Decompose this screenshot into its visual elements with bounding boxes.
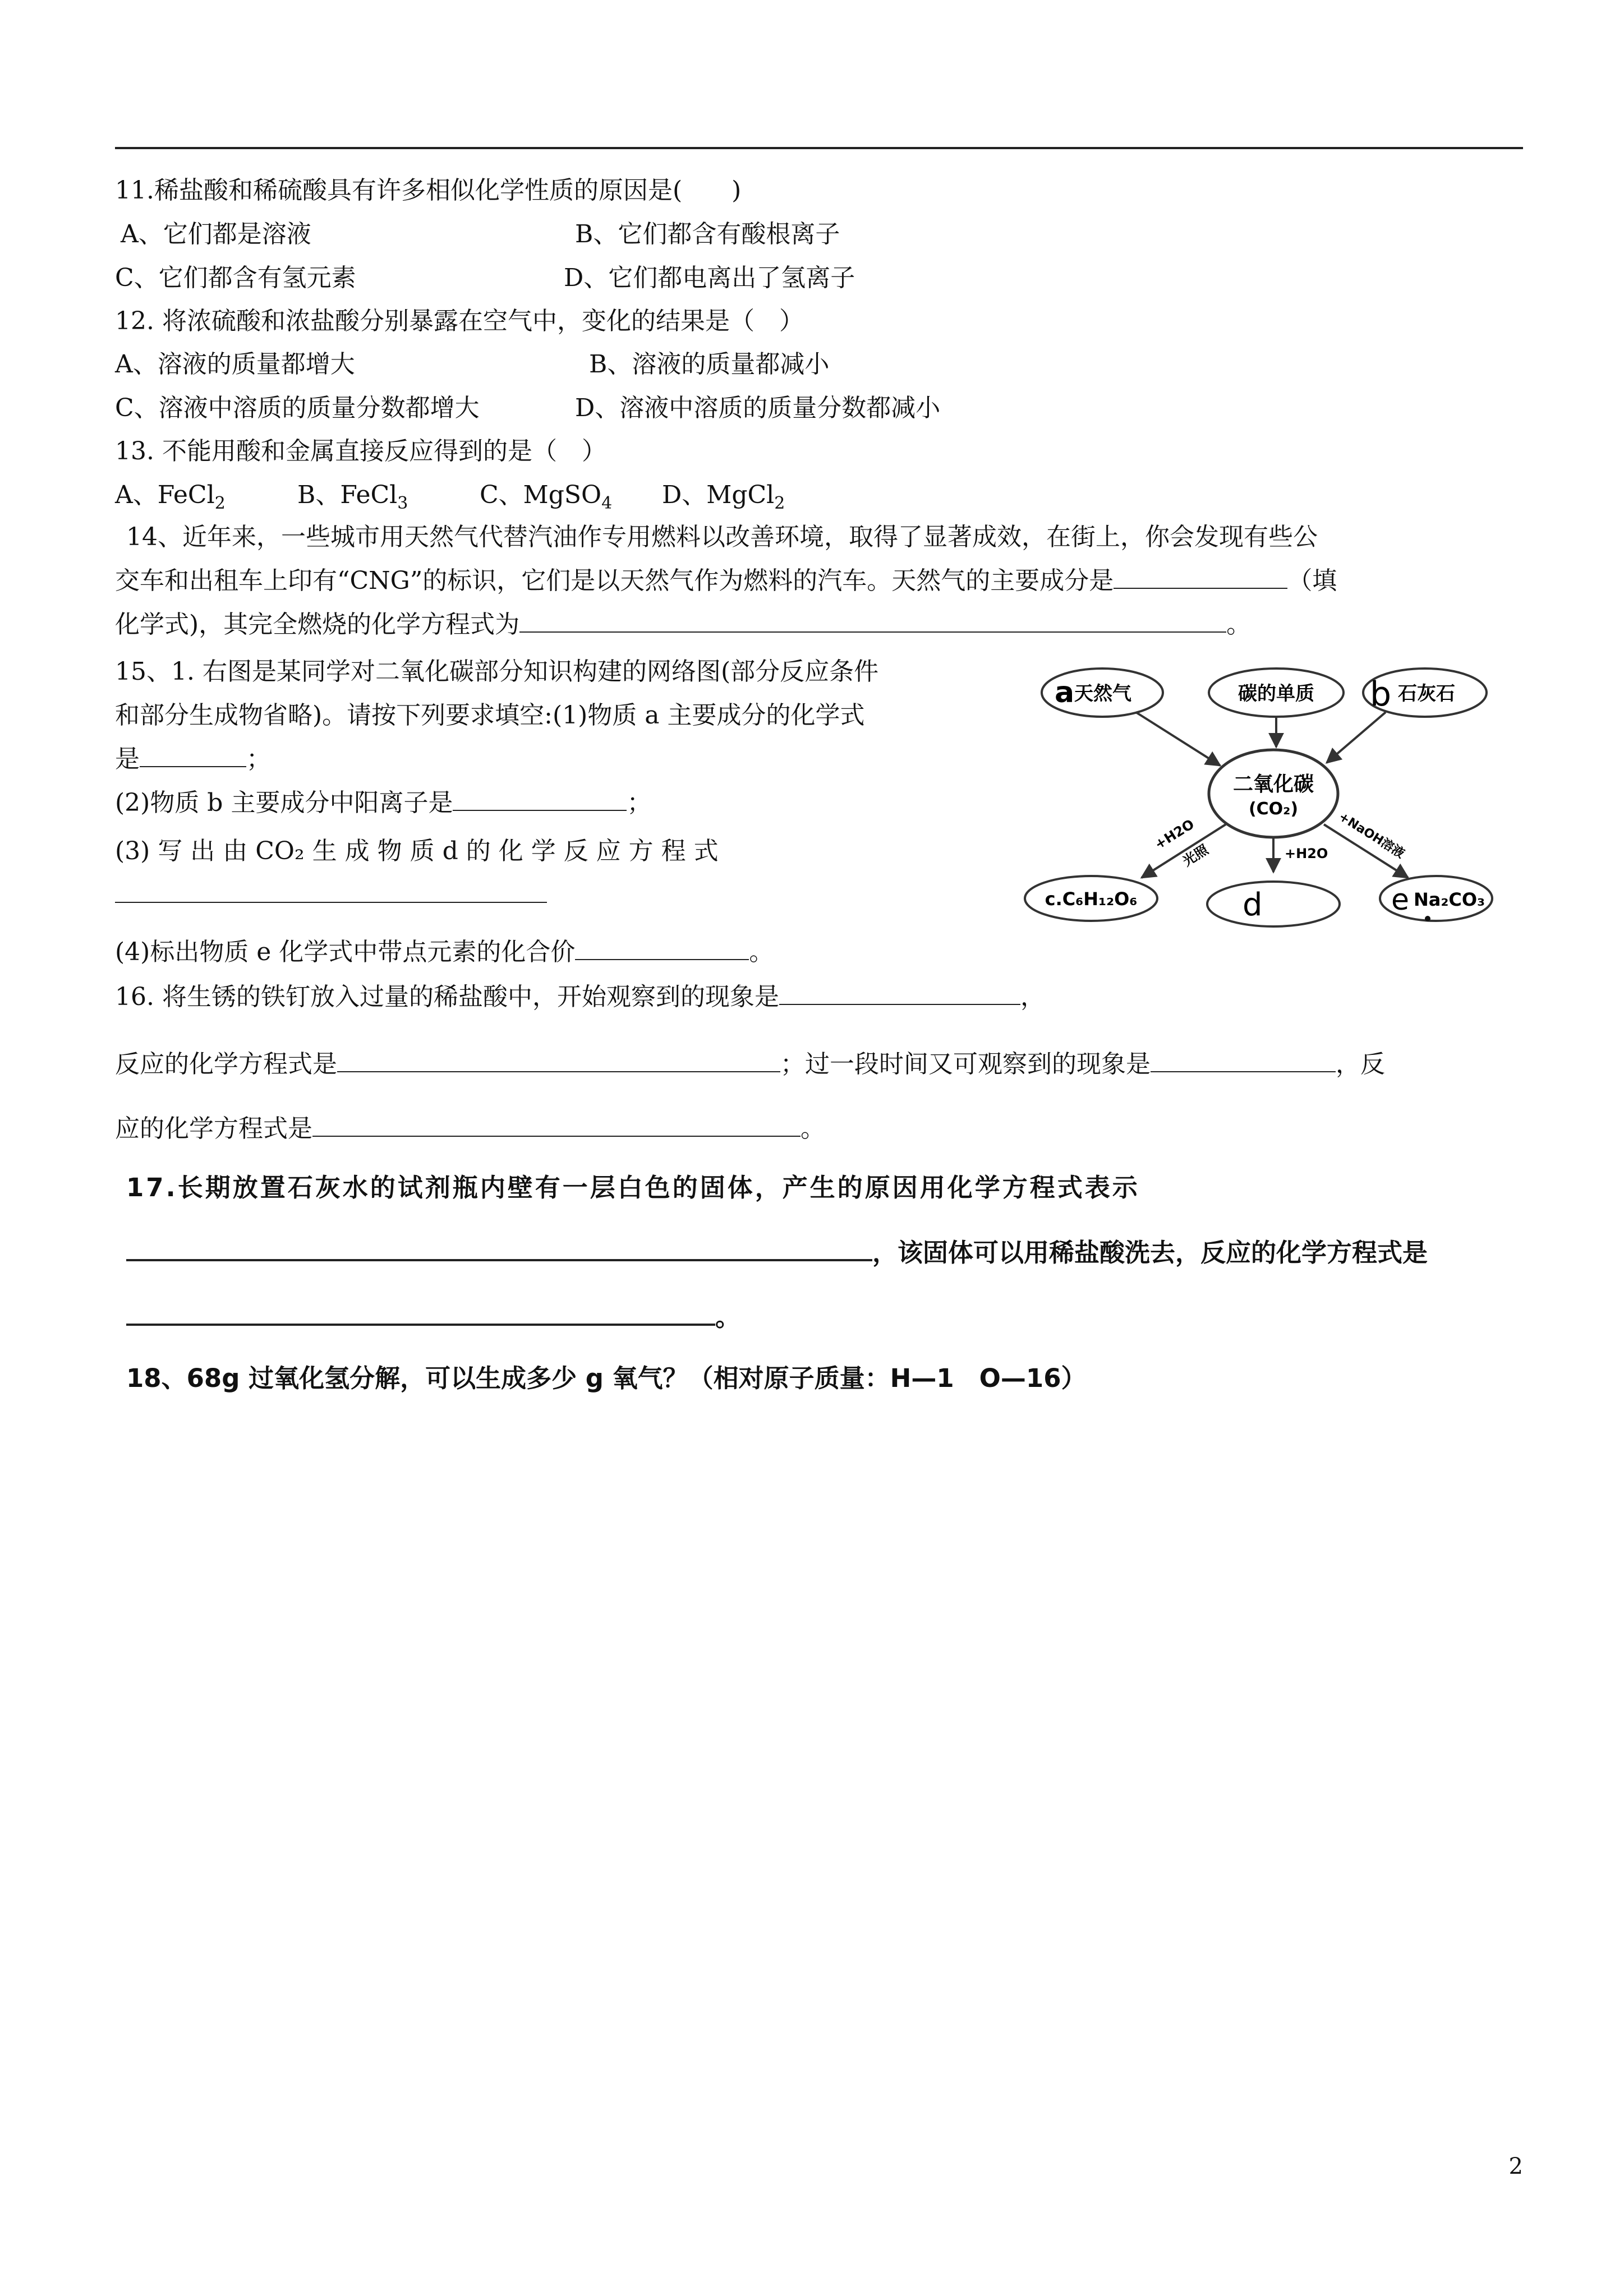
node-a-natural-gas bbox=[1042, 668, 1163, 717]
q15-line-3: 是 ； bbox=[115, 745, 271, 773]
q14-line-2: 交车和出租车上印有“CNG”的标识，它们是以天然气作为燃料的汽车。天然气的主要成分是 （填 bbox=[115, 566, 1337, 595]
q13-option-d: D、MgCl$_2$ bbox=[662, 481, 785, 513]
q14-blank-equation[interactable] bbox=[519, 609, 1226, 633]
q17-blank-equation-2[interactable] bbox=[126, 1301, 715, 1326]
q13-option-b: B、FeCl$_3$ bbox=[297, 481, 408, 513]
q16-line-1: 16. 将生锈的铁钉放入过量的稀盐酸中，开始观察到的现象是 ， bbox=[115, 983, 1045, 1011]
svg-text:d: d bbox=[1243, 887, 1263, 923]
q13-option-c: C、MgSO$_4$ bbox=[480, 481, 613, 513]
q12-option-a: A、溶液的质量都增大 bbox=[115, 350, 355, 379]
q13-stem: 13. 不能用酸和金属直接反应得到的是（ ） bbox=[115, 437, 606, 465]
q17-line-3: 。 bbox=[126, 1301, 740, 1333]
q14-blank-formula[interactable] bbox=[1114, 565, 1287, 589]
svg-text:a: a bbox=[1055, 676, 1075, 709]
node-co2-center bbox=[1209, 750, 1338, 837]
co2-network-diagram bbox=[1021, 656, 1498, 931]
q11-stem: 11.稀盐酸和稀硫酸具有许多相似化学性质的原因是( ) bbox=[115, 176, 742, 205]
page-number: 2 bbox=[1508, 2154, 1523, 2179]
q15-blank-a-formula[interactable] bbox=[140, 744, 246, 767]
q15-line-2: 和部分生成物省略)。请按下列要求填空:(1)物质 a 主要成分的化学式 bbox=[115, 701, 865, 730]
q15-line-4: (2)物质 b 主要成分中阳离子是 ； bbox=[115, 789, 652, 817]
q11-option-a: A、它们都是溶液 bbox=[121, 220, 311, 248]
node-b-limestone bbox=[1363, 668, 1487, 717]
q14-line-1: 14、近年来，一些城市用天然气代替汽油作专用燃料以改善环境，取得了显著成效，在街上，你会发现有些公 bbox=[126, 523, 1318, 551]
q17-blank-equation-1[interactable] bbox=[126, 1237, 872, 1261]
q15-blank-b-cation[interactable] bbox=[453, 787, 627, 811]
svg-text:b: b bbox=[1370, 675, 1392, 714]
svg-text:(CO₂): (CO₂) bbox=[1248, 799, 1299, 819]
svg-text:+H2O: +H2O bbox=[1152, 816, 1197, 853]
q12-option-c: C、溶液中溶质的质量分数都增大 bbox=[115, 394, 480, 422]
q12-stem: 12. 将浓硫酸和浓盐酸分别暴露在空气中，变化的结果是（ ） bbox=[115, 307, 804, 335]
q12-option-d: D、溶液中溶质的质量分数都减小 bbox=[575, 394, 941, 422]
node-c-glucose bbox=[1025, 876, 1157, 921]
svg-text:石灰石: 石灰石 bbox=[1398, 683, 1455, 705]
node-e-sodium-carbonate bbox=[1380, 876, 1492, 921]
header-rule bbox=[115, 147, 1523, 149]
q16-blank-equation-2[interactable] bbox=[312, 1113, 801, 1137]
node-d bbox=[1207, 882, 1340, 926]
svg-text:+H2O: +H2O bbox=[1285, 846, 1328, 861]
svg-text:二氧化碳: 二氧化碳 bbox=[1232, 773, 1314, 796]
svg-text:+NaOH溶液: +NaOH溶液 bbox=[1336, 809, 1407, 861]
q16-blank-phenomenon-1[interactable] bbox=[779, 981, 1020, 1005]
q16-line-3: 应的化学方程式是 。 bbox=[115, 1114, 825, 1143]
q16-line-2: 反应的化学方程式是 ；过一段时间又可观察到的现象是 ，反 bbox=[115, 1050, 1385, 1078]
q11-option-c: C、它们都含有氢元素 bbox=[115, 264, 356, 292]
q15-line-1: 15、1. 右图是某同学对二氧化碳部分知识构建的网络图(部分反应条件 bbox=[115, 657, 879, 686]
q12-option-b: B、溶液的质量都减小 bbox=[589, 350, 830, 379]
svg-text:c.C₆H₁₂O₆: c.C₆H₁₂O₆ bbox=[1045, 888, 1138, 910]
q15-blank-equation-d[interactable] bbox=[115, 879, 547, 903]
q11-option-d: D、它们都电离出了氢离子 bbox=[564, 264, 855, 292]
q14-line-3: 化学式)，其完全燃烧的化学方程式为 。 bbox=[115, 610, 1252, 639]
q16-blank-phenomenon-2[interactable] bbox=[1151, 1049, 1336, 1072]
q15-blank-valence[interactable] bbox=[575, 937, 749, 960]
q11-option-b: B、它们都含有酸根离子 bbox=[575, 220, 840, 248]
q18-question: 18、68g 过氧化氢分解，可以生成多少 g 氧气？（相对原子质量：H—1 O—16） bbox=[126, 1363, 1087, 1393]
q16-blank-equation-1[interactable] bbox=[337, 1049, 780, 1072]
q15-line-5: (3) 写 出 由 CO₂ 生 成 物 质 d 的 化 学 反 应 方 程 式 bbox=[115, 837, 719, 865]
node-carbon-element bbox=[1209, 668, 1344, 717]
q17-line-2: ，该固体可以用稀盐酸洗去，反应的化学方程式是 bbox=[126, 1237, 1428, 1269]
svg-text:e: e bbox=[1391, 883, 1409, 917]
q17-line-1: 17.长期放置石灰水的试剂瓶内壁有一层白色的固体，产生的原因用化学方程式表示 bbox=[126, 1173, 1140, 1202]
q13-option-a: A、FeCl$_2$ bbox=[115, 481, 226, 513]
svg-text:光照: 光照 bbox=[1180, 841, 1211, 870]
svg-text:Na₂CO₃: Na₂CO₃ bbox=[1414, 889, 1485, 910]
svg-text:碳的单质: 碳的单质 bbox=[1238, 683, 1314, 705]
svg-text:天然气: 天然气 bbox=[1074, 683, 1131, 705]
q15-line-6 bbox=[115, 879, 547, 911]
q15-line-7: (4)标出物质 e 化学式中带点元素的化合价 。 bbox=[115, 938, 774, 966]
